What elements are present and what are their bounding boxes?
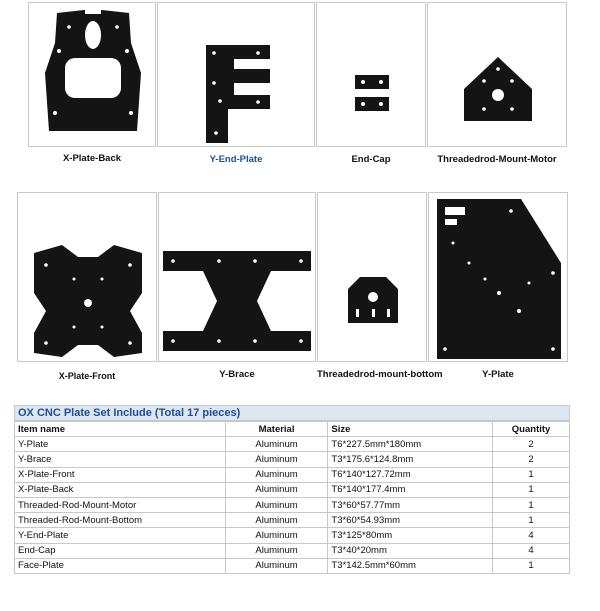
cell-item-name: X-Plate-Front <box>15 467 226 482</box>
cell-item-name: End-Cap <box>15 543 226 558</box>
table-header-row <box>15 422 570 437</box>
cell-item-name: Threaded-Rod-Mount-Bottom <box>15 513 226 528</box>
cell-quantity: 4 <box>493 528 570 543</box>
cell-quantity: 2 <box>493 452 570 467</box>
caption-threadedrod-mount-bottom: Threadedrod-mount-bottom <box>317 369 443 380</box>
caption-y-end-plate: Y-End-Plate <box>209 154 263 165</box>
caption-end-cap: End-Cap <box>351 154 391 165</box>
image-end-cap <box>316 2 426 147</box>
spec-table-title: OX CNC Plate Set Include (Total 17 pieces) <box>18 407 241 419</box>
table-row <box>15 437 570 452</box>
cell-size: T3*60*54.93mm <box>328 513 493 528</box>
cell-size: T3*125*80mm <box>328 528 493 543</box>
image-y-plate <box>428 192 568 362</box>
caption-threadedrod-mount-motor: Threadedrod-Mount-Motor <box>437 154 557 165</box>
cell-item-name: Y-Plate <box>15 437 226 452</box>
caption-y-brace: Y-Brace <box>219 369 255 380</box>
cell-size: T3*175.6*124.8mm <box>328 452 493 467</box>
table-row <box>15 497 570 512</box>
cell-material: Aluminum <box>225 558 328 573</box>
threadedrod-mount-motor-image <box>428 3 568 148</box>
cell-material: Aluminum <box>225 452 328 467</box>
y-plate-image <box>429 193 569 363</box>
cell-quantity: 1 <box>493 558 570 573</box>
table-row <box>15 467 570 482</box>
cell-item-name: Y-End-Plate <box>15 528 226 543</box>
cell-size: T3*142.5mm*60mm <box>328 558 493 573</box>
cell-item-name: Threaded-Rod-Mount-Motor <box>15 497 226 512</box>
table-row <box>15 513 570 528</box>
cell-material: Aluminum <box>225 437 328 452</box>
cell-quantity: 1 <box>493 497 570 512</box>
table-row <box>15 482 570 497</box>
y-brace-image <box>159 193 317 363</box>
header-material: Material <box>225 422 328 437</box>
spec-table <box>14 421 570 574</box>
x-plate-back-image <box>29 3 157 148</box>
caption-y-plate: Y-Plate <box>482 369 514 380</box>
cell-quantity: 1 <box>493 467 570 482</box>
cell-quantity: 4 <box>493 543 570 558</box>
cell-material: Aluminum <box>225 513 328 528</box>
cell-quantity: 1 <box>493 513 570 528</box>
header-item-name: Item name <box>15 422 226 437</box>
spec-table-title-bar <box>14 405 570 421</box>
image-y-brace <box>158 192 316 362</box>
cell-size: T6*140*177.4mm <box>328 482 493 497</box>
cell-size: T6*227.5mm*180mm <box>328 437 493 452</box>
image-y-end-plate <box>157 2 315 147</box>
cell-size: T3*60*57.77mm <box>328 497 493 512</box>
caption-x-plate-back: X-Plate-Back <box>62 153 122 164</box>
image-x-plate-back <box>28 2 156 147</box>
cell-quantity: 1 <box>493 482 570 497</box>
threadedrod-mount-bottom-image <box>318 193 428 363</box>
caption-x-plate-front: X-Plate-Front <box>58 371 116 381</box>
table-row <box>15 543 570 558</box>
cell-size: T3*40*20mm <box>328 543 493 558</box>
table-row <box>15 558 570 573</box>
cell-item-name: Y-Brace <box>15 452 226 467</box>
image-threadedrod-mount-motor <box>427 2 567 147</box>
cell-material: Aluminum <box>225 482 328 497</box>
cell-material: Aluminum <box>225 528 328 543</box>
header-quantity: Quantity <box>493 422 570 437</box>
cell-item-name: Face-Plate <box>15 558 226 573</box>
x-plate-front-image <box>18 193 158 363</box>
cell-material: Aluminum <box>225 497 328 512</box>
cell-size: T6*140*127.72mm <box>328 467 493 482</box>
image-x-plate-front <box>17 192 157 362</box>
end-cap-image <box>317 3 427 148</box>
cell-quantity: 2 <box>493 437 570 452</box>
cell-material: Aluminum <box>225 543 328 558</box>
table-row <box>15 452 570 467</box>
table-row <box>15 528 570 543</box>
y-end-plate-image <box>158 3 316 148</box>
image-threadedrod-mount-bottom <box>317 192 427 362</box>
cell-item-name: X-Plate-Back <box>15 482 226 497</box>
header-size: Size <box>328 422 493 437</box>
cell-material: Aluminum <box>225 467 328 482</box>
